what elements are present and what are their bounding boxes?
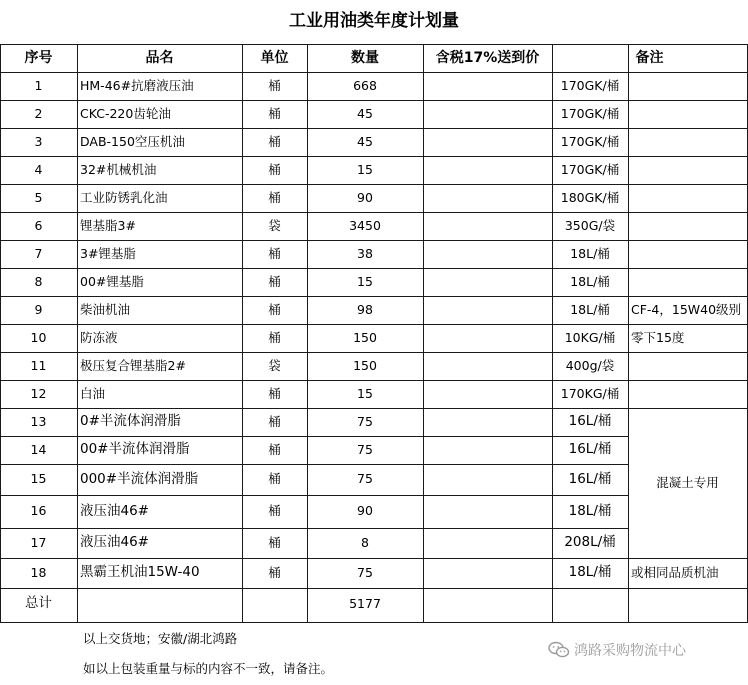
unit: 桶 bbox=[268, 245, 281, 261]
row-divider bbox=[0, 100, 748, 101]
row-divider bbox=[0, 240, 748, 241]
quantity: 15 bbox=[357, 161, 373, 177]
total-label: 总计 bbox=[25, 595, 52, 612]
packaging: 170GK/桶 bbox=[560, 133, 620, 149]
column-divider bbox=[423, 44, 424, 622]
quantity: 75 bbox=[357, 413, 373, 429]
product-name: 防冻液 bbox=[80, 329, 118, 345]
packaging: 16L/桶 bbox=[568, 413, 612, 430]
row-number: 2 bbox=[34, 105, 43, 121]
row-number: 9 bbox=[34, 301, 43, 317]
product-name: 00#锂基脂 bbox=[80, 273, 144, 289]
product-name: 3#锂基脂 bbox=[80, 245, 136, 261]
table-top-border bbox=[0, 44, 748, 45]
price bbox=[423, 464, 552, 495]
product-name: 柴油机油 bbox=[80, 301, 131, 317]
row-number: 14 bbox=[30, 441, 47, 457]
quantity: 90 bbox=[357, 503, 373, 519]
row-divider bbox=[0, 128, 748, 129]
unit: 桶 bbox=[268, 133, 281, 149]
remark-merged: 混凝土专用 bbox=[656, 474, 719, 490]
row-number: 13 bbox=[30, 413, 47, 429]
row-number: 8 bbox=[34, 273, 43, 289]
price bbox=[423, 240, 552, 268]
unit: 桶 bbox=[268, 105, 281, 121]
price bbox=[423, 100, 552, 128]
row-divider bbox=[0, 588, 748, 589]
product-name: 00#半流体润滑脂 bbox=[80, 441, 190, 458]
row-number: 6 bbox=[34, 217, 43, 233]
row-divider bbox=[0, 408, 748, 409]
packaging: 170KG/桶 bbox=[560, 385, 620, 401]
product-name: 黑霸王机油15W-40 bbox=[80, 564, 200, 581]
row-number: 12 bbox=[30, 385, 47, 401]
unit: 桶 bbox=[268, 534, 281, 550]
column-divider bbox=[552, 44, 553, 622]
packaging: 170GK/桶 bbox=[560, 161, 620, 177]
row-number: 7 bbox=[34, 245, 43, 261]
price bbox=[423, 268, 552, 296]
remark bbox=[628, 156, 747, 184]
quantity: 75 bbox=[357, 441, 373, 457]
unit: 桶 bbox=[268, 189, 281, 205]
quantity: 98 bbox=[357, 301, 373, 317]
unit: 桶 bbox=[268, 273, 281, 289]
packaging: 350G/袋 bbox=[564, 217, 616, 233]
price bbox=[423, 436, 552, 464]
row-divider bbox=[0, 464, 629, 465]
unit: 桶 bbox=[268, 77, 281, 93]
product-name: 0#半流体润滑脂 bbox=[80, 413, 181, 430]
quantity: 38 bbox=[357, 245, 373, 261]
column-divider bbox=[628, 44, 629, 622]
watermark-text: 鸿路采购物流中心 bbox=[574, 643, 686, 659]
table-bottom-border bbox=[0, 622, 748, 623]
packaging: 170GK/桶 bbox=[560, 105, 620, 121]
price bbox=[423, 528, 552, 558]
row-divider bbox=[0, 558, 748, 559]
column-divider bbox=[77, 44, 78, 622]
price bbox=[423, 72, 552, 100]
product-name: 液压油46# bbox=[80, 502, 149, 519]
product-name: DAB-150空压机油 bbox=[80, 133, 185, 149]
unit: 桶 bbox=[268, 161, 281, 177]
packaging: 208L/桶 bbox=[564, 534, 616, 551]
unit: 桶 bbox=[268, 385, 281, 401]
price bbox=[423, 156, 552, 184]
unit: 袋 bbox=[268, 357, 281, 373]
unit: 桶 bbox=[268, 564, 281, 580]
row-divider bbox=[0, 184, 748, 185]
sheet-title: 工业用油类年度计划量 bbox=[289, 11, 459, 32]
packaging: 180GK/桶 bbox=[560, 189, 620, 205]
packaging: 400g/袋 bbox=[565, 357, 615, 373]
unit: 桶 bbox=[268, 413, 281, 429]
product-name: 32#机械机油 bbox=[80, 161, 157, 177]
column-divider bbox=[242, 44, 243, 622]
row-divider bbox=[0, 436, 629, 437]
footer-note: 如以上包装重量与标的内容不一致，请备注。 bbox=[83, 660, 334, 676]
row-number: 16 bbox=[30, 503, 47, 519]
product-name: 000#半流体润滑脂 bbox=[80, 470, 199, 487]
remark bbox=[628, 184, 747, 212]
header-price: 含税17%送到价 bbox=[435, 49, 540, 66]
quantity: 75 bbox=[357, 564, 373, 580]
product-name: CKC-220齿轮油 bbox=[80, 105, 171, 121]
unit: 桶 bbox=[268, 471, 281, 487]
remark: 零下15度 bbox=[631, 329, 685, 345]
quantity: 8 bbox=[361, 534, 369, 550]
packaging: 18L/桶 bbox=[568, 564, 612, 581]
price bbox=[423, 408, 552, 436]
packaging: 10KG/桶 bbox=[564, 329, 616, 345]
header-bottom-border bbox=[0, 72, 748, 73]
unit: 桶 bbox=[268, 301, 281, 317]
price bbox=[423, 128, 552, 156]
row-number: 17 bbox=[30, 534, 47, 550]
price bbox=[423, 352, 552, 380]
packaging: 18L/桶 bbox=[568, 502, 612, 519]
price bbox=[423, 324, 552, 352]
quantity: 150 bbox=[353, 329, 377, 345]
row-number: 4 bbox=[34, 161, 43, 177]
row-divider bbox=[0, 495, 629, 496]
row-divider bbox=[0, 156, 748, 157]
product-name: HM-46#抗磨液压油 bbox=[80, 77, 194, 93]
product-name: 工业防锈乳化油 bbox=[80, 189, 168, 205]
remark bbox=[628, 240, 747, 268]
row-divider bbox=[0, 324, 748, 325]
row-number: 5 bbox=[34, 189, 43, 205]
packaging: 170GK/桶 bbox=[560, 77, 620, 93]
row-number: 18 bbox=[30, 564, 47, 580]
price bbox=[423, 558, 552, 588]
row-number: 11 bbox=[30, 357, 47, 373]
product-name: 极压复合锂基脂2# bbox=[80, 357, 186, 373]
remark: CF-4，15W40级别 bbox=[631, 301, 742, 317]
packaging: 18L/桶 bbox=[570, 245, 610, 261]
quantity: 45 bbox=[357, 105, 373, 121]
remark bbox=[628, 100, 747, 128]
quantity: 15 bbox=[357, 385, 373, 401]
price bbox=[423, 184, 552, 212]
quantity: 15 bbox=[357, 273, 373, 289]
row-number: 3 bbox=[34, 133, 43, 149]
quantity: 3450 bbox=[349, 217, 381, 233]
remark bbox=[628, 268, 747, 296]
unit: 桶 bbox=[268, 329, 281, 345]
row-number: 1 bbox=[34, 77, 43, 93]
remark bbox=[628, 352, 747, 380]
row-divider bbox=[0, 380, 748, 381]
remark bbox=[628, 128, 747, 156]
quantity: 75 bbox=[357, 471, 373, 487]
total-quantity: 5177 bbox=[349, 595, 381, 611]
header-no: 序号 bbox=[24, 49, 53, 66]
product-name: 液压油46# bbox=[80, 534, 149, 551]
header-name: 品名 bbox=[145, 49, 174, 66]
quantity: 150 bbox=[353, 357, 377, 373]
remark bbox=[628, 380, 747, 408]
remark: 或相同品质机油 bbox=[631, 564, 719, 580]
packaging: 16L/桶 bbox=[568, 470, 612, 487]
column-divider bbox=[307, 44, 308, 622]
product-name: 白油 bbox=[80, 385, 106, 401]
header-unit: 单位 bbox=[260, 49, 289, 66]
packaging: 18L/桶 bbox=[570, 301, 610, 317]
header-note: 备注 bbox=[635, 49, 664, 66]
row-divider bbox=[0, 528, 629, 529]
header-qty: 数量 bbox=[351, 49, 379, 66]
row-divider bbox=[0, 268, 748, 269]
unit: 袋 bbox=[268, 217, 281, 233]
watermark bbox=[548, 640, 686, 660]
row-divider bbox=[0, 212, 748, 213]
row-number: 10 bbox=[30, 329, 47, 345]
remark bbox=[628, 212, 747, 240]
unit: 桶 bbox=[268, 503, 281, 519]
quantity: 90 bbox=[357, 189, 373, 205]
packaging: 18L/桶 bbox=[570, 273, 610, 289]
quantity: 45 bbox=[357, 133, 373, 149]
price bbox=[423, 296, 552, 324]
price bbox=[423, 212, 552, 240]
footer-delivery: 以上交货地；安徽/湖北鸿路 bbox=[83, 630, 238, 646]
unit: 桶 bbox=[268, 441, 281, 457]
row-divider bbox=[0, 296, 748, 297]
quantity: 668 bbox=[353, 77, 377, 93]
wechat-icon bbox=[548, 641, 570, 659]
price bbox=[423, 495, 552, 528]
packaging: 16L/桶 bbox=[568, 441, 612, 458]
table-left-border bbox=[0, 44, 1, 622]
row-number: 15 bbox=[30, 471, 47, 487]
price bbox=[423, 380, 552, 408]
row-divider bbox=[0, 352, 748, 353]
product-name: 锂基脂3# bbox=[80, 217, 136, 233]
remark bbox=[628, 72, 747, 100]
